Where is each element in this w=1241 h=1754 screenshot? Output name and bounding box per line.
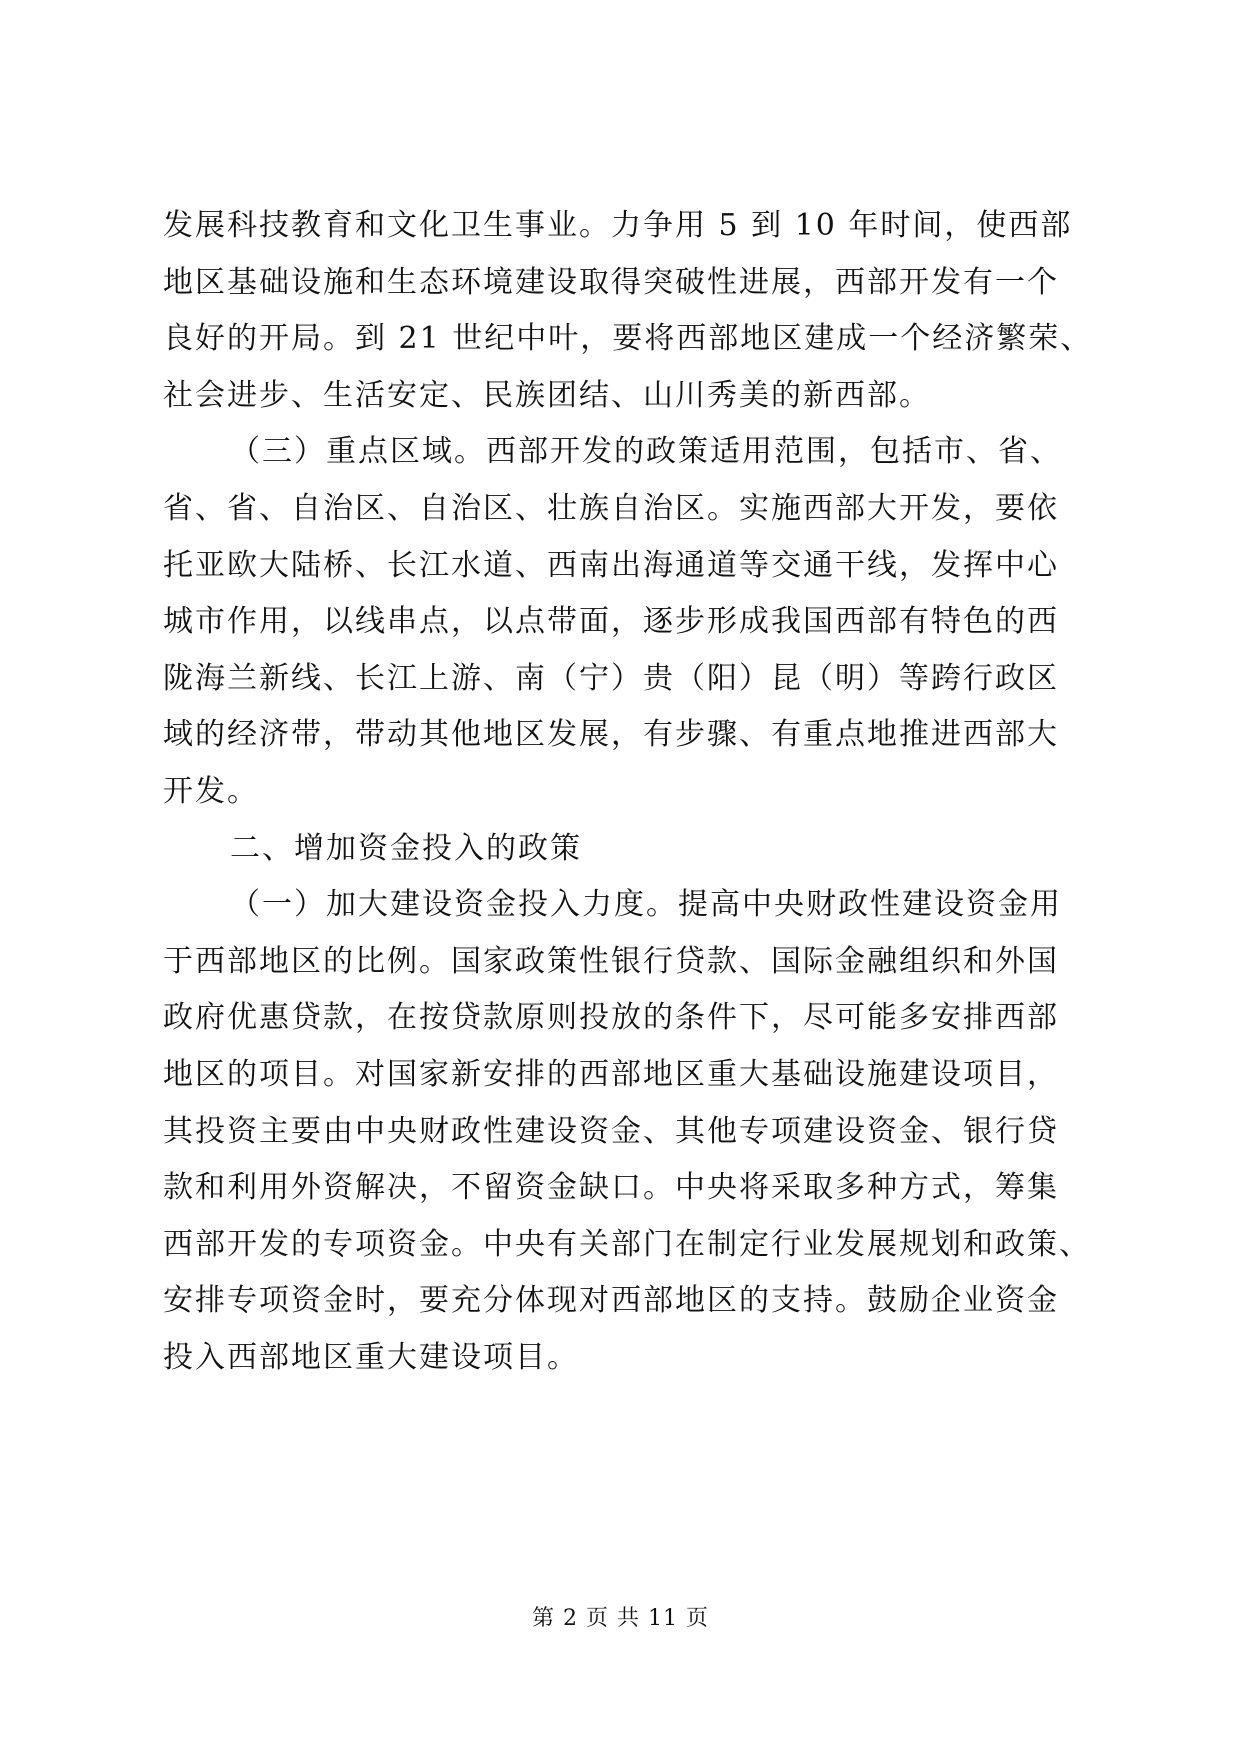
text-line: 地区基础设施和生态环境建设取得突破性进展，西部开发有一个 — [163, 265, 1059, 300]
text-line: 陇海兰新线、长江上游、南（宁）贵（阳）昆（明）等跨行政区 — [163, 661, 1059, 696]
text-line: 城市作用，以线串点，以点带面，逐步形成我国西部有特色的西 — [163, 604, 1059, 639]
section-heading: 二、增加资金投入的政策 — [230, 831, 582, 866]
text-line: 域的经济带，带动其他地区发展，有步骤、有重点地推进西部大 — [163, 717, 1059, 752]
text-line: 西部开发的专项资金。中央有关部门在制定行业发展规划和政策、 — [163, 1227, 1091, 1262]
text-line: 托亚欧大陆桥、长江水道、西南出海通道等交通干线，发挥中心 — [163, 548, 1059, 583]
text-line: 投入西部地区重大建设项目。 — [163, 1340, 579, 1375]
page-number-footer: 第 2 页 共 11 页 — [532, 1606, 709, 1631]
text-line: 款和利用外资解决，不留资金缺口。中央将采取多种方式，筹集 — [163, 1170, 1059, 1205]
text-line: 其投资主要由中央财政性建设资金、其他专项建设资金、银行贷 — [163, 1114, 1059, 1149]
text-line: 省、省、自治区、自治区、壮族自治区。实施西部大开发，要依 — [163, 491, 1059, 526]
text-line: 地区的项目。对国家新安排的西部地区重大基础设施建设项目， — [163, 1057, 1059, 1092]
text-line: 社会进步、生活安定、民族团结、山川秀美的新西部。 — [163, 378, 931, 413]
text-line: 政府优惠贷款，在按贷款原则投放的条件下，尽可能多安排西部 — [163, 1000, 1059, 1035]
text-line: 良好的开局。到 21 世纪中叶，要将西部地区建成一个经济繁荣、 — [163, 321, 1093, 356]
text-line: 安排专项资金时，要充分体现对西部地区的支持。鼓励企业资金 — [163, 1283, 1059, 1318]
text-line: （一）加大建设资金投入力度。提高中央财政性建设资金用 — [230, 887, 1062, 922]
text-line: （三）重点区域。西部开发的政策适用范围，包括市、省、 — [230, 434, 1062, 469]
text-line: 发展科技教育和文化卫生事业。力争用 5 到 10 年时间，使西部 — [163, 208, 1073, 243]
text-line: 于西部地区的比例。国家政策性银行贷款、国际金融组织和外国 — [163, 944, 1059, 979]
text-line: 开发。 — [163, 774, 259, 809]
